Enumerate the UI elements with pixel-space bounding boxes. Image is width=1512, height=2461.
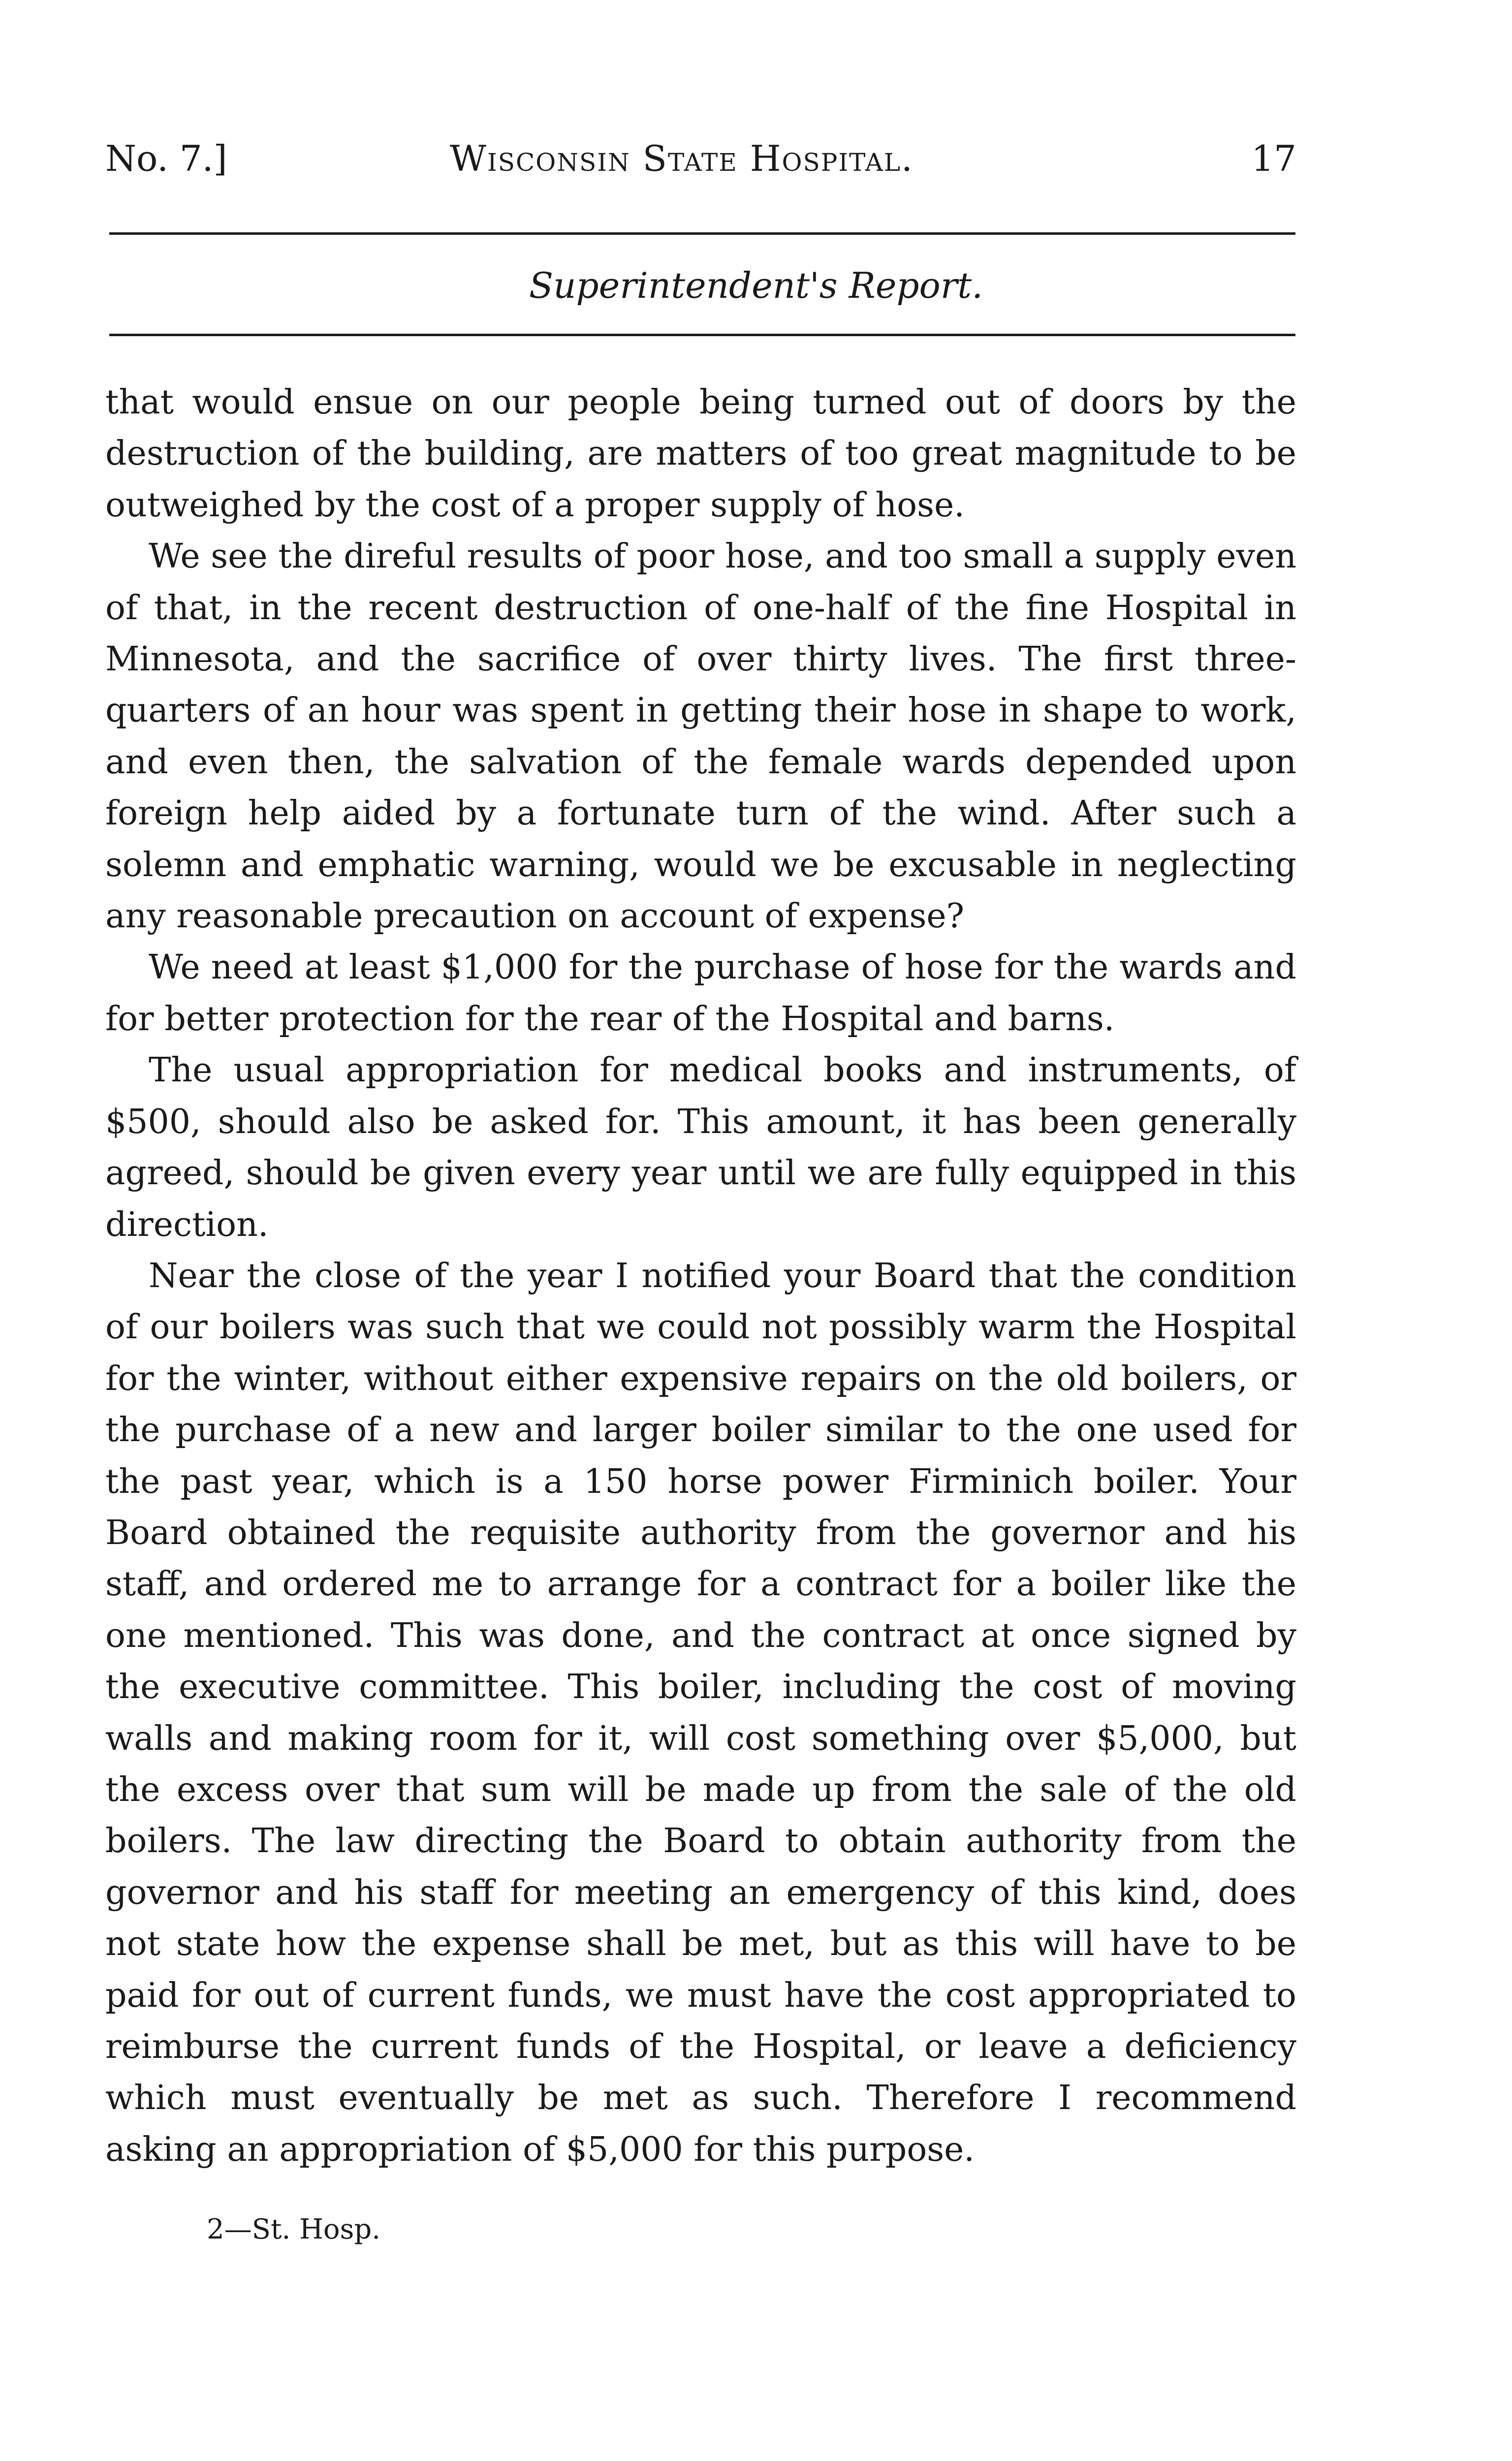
header-rule-top: [109, 232, 1295, 235]
header-rule-bottom: [109, 334, 1295, 336]
running-title: Wisconsin State Hospital.: [450, 138, 914, 179]
body-text: [105, 377, 1296, 2176]
signature-mark: 2—St. Hosp.: [207, 2213, 381, 2245]
paragraph-boiler-replacement: Near the close of the year I notified your Board that the condition of our boilers was such that we could not possibly warm the Hospital for the winter, without either expensive repairs on the old boilers, or the purchase of a new and larger boiler similar to the one used for the past year, which is a 150 horse power Firminich boiler. Your Board obtained the requisite authority from the governor and his staff, and ordered me to arrange for a contract for a boiler like the one mentioned. This was done, and the contract at once signed by the executive committee. This boiler, including the cost of moving walls and making room for it, will cost something over $5,000, but the excess over that sum will be made up from the sale of the old boilers. The law directing the Board to obtain authority from the governor and his staff for meeting an emergency of this kind, does not state how the expense shall be met, but as this will have to be paid for out of current funds, we must have the cost appropriated to reimburse the current funds of the Hospital, or leave a deficiency which must eventually be met as such. Therefore I recommend asking an appropriation of $5,000 for this purpose.: [105, 1256, 1296, 2169]
page-number: 17: [1251, 138, 1296, 179]
paragraph-continuation: that would ensue on our people being turned out of doors by the destruction of the building, are matters of too great magnitude to be outweighed by the cost of a proper supply of hose.: [105, 383, 1296, 525]
paragraph-hose-funding: We need at least $1,000 for the purchase of hose for the wards and for better protection for the rear of the Hospital and barns.: [105, 948, 1296, 1039]
paragraph-medical-books: The usual appropriation for medical books and instruments, of $500, should also be asked for. This amount, it has been generally agreed, should be given every year until we are fully equipped in this direction.: [105, 1051, 1296, 1244]
running-head: [105, 129, 1296, 188]
paragraph-fire-hose-warning: We see the direful results of poor hose, and too small a supply even of that, in the recent destruction of one-half of the fine Hospital in Minnesota, and the sacrifice of over thirty lives. The first three-quarters of an hour was spent in getting their hose in shape to work, and even then, the salvation of the female wards depended upon foreign help aided by a fortunate turn of the wind. After such a solemn and emphatic warning, would we be excusable in neglecting any reasonable precaution on account of expense?: [105, 537, 1296, 936]
journal-number: No. 7.]: [105, 138, 227, 179]
section-title: Superintendent's Report.: [529, 265, 983, 306]
